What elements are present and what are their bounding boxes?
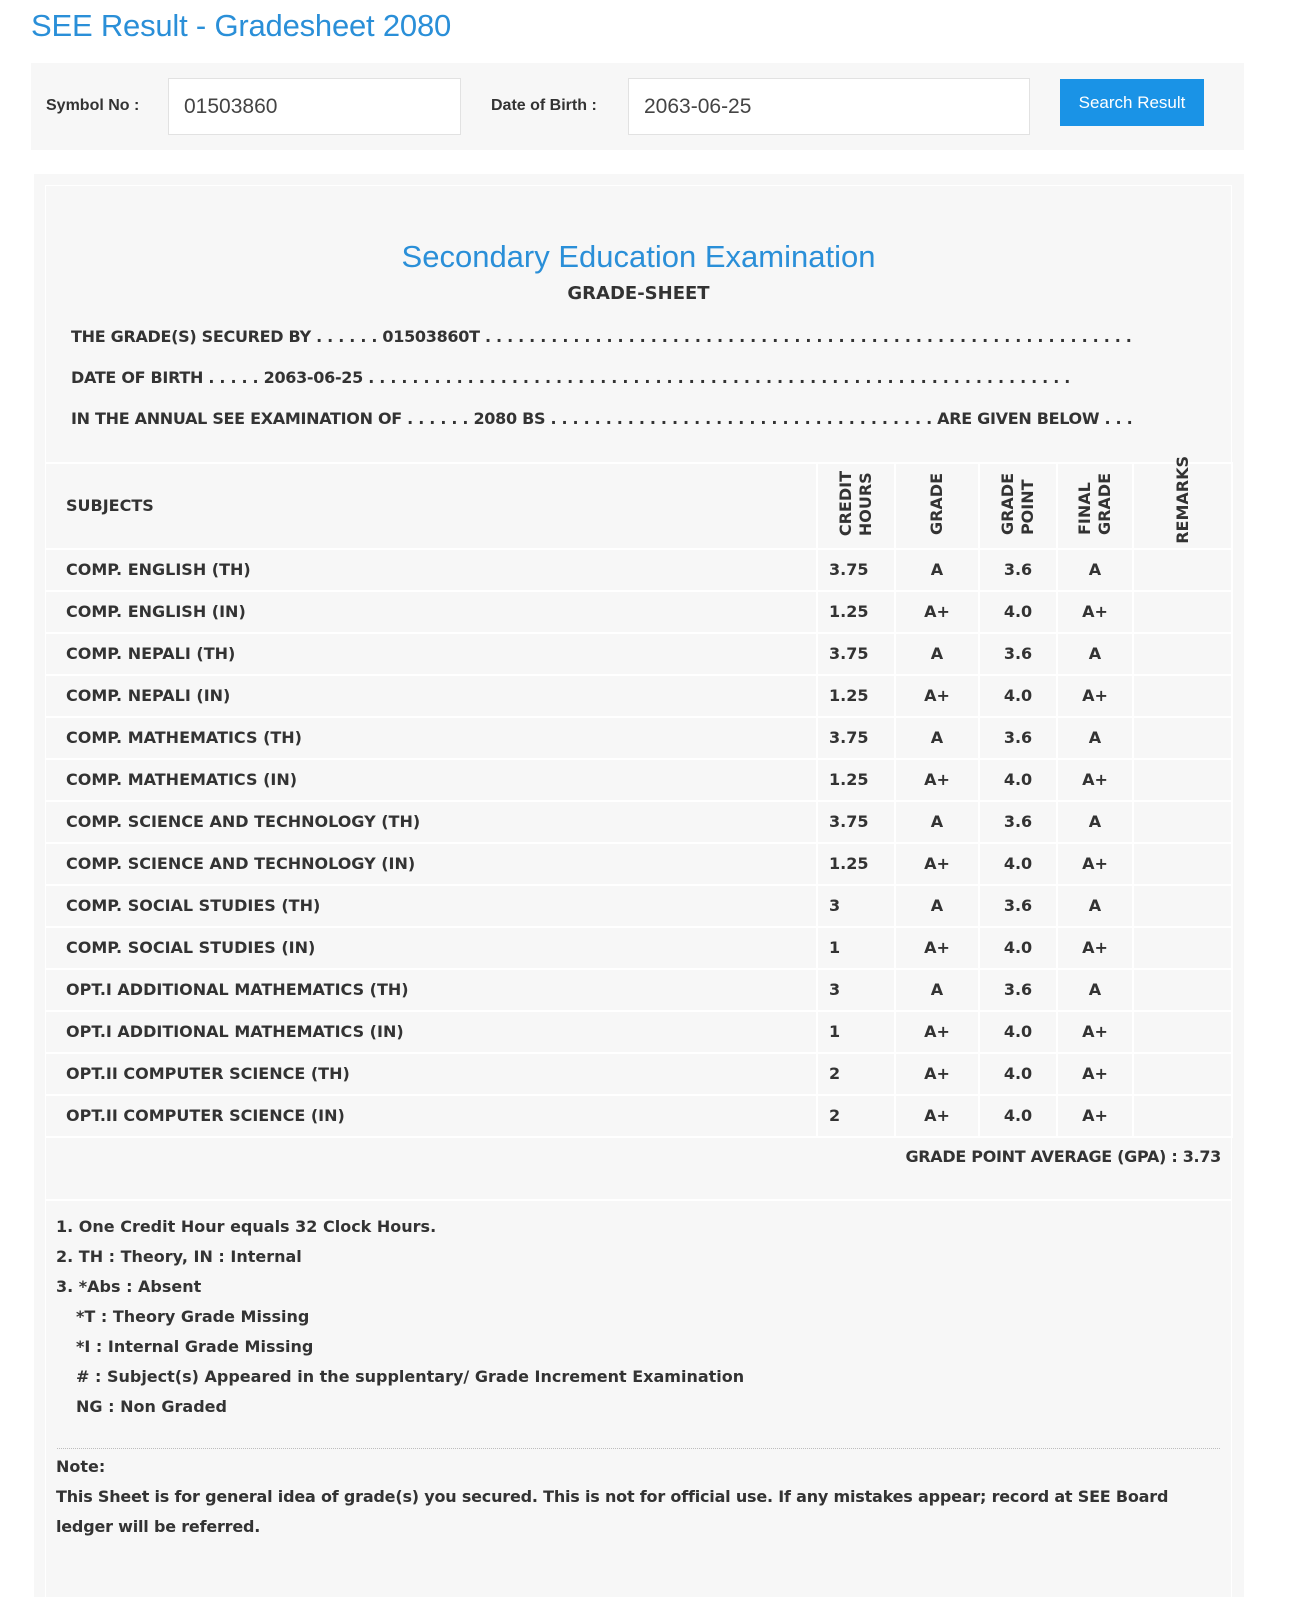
table-row [46,801,1232,843]
final-grade-cell: A+ [1057,1053,1133,1095]
subject-cell: COMP. MATHEMATICS (IN) [46,759,817,801]
remarks-cell [1133,1053,1232,1095]
table-header-row [46,463,1232,549]
grade-point-cell: 3.6 [979,717,1057,759]
remarks-cell [1133,969,1232,1011]
subject-cell: COMP. SCIENCE AND TECHNOLOGY (IN) [46,843,817,885]
credit-hours-cell: 2 [817,1095,895,1137]
remarks-cell [1133,759,1232,801]
grade-cell: A+ [895,1011,979,1053]
grade-point-cell: 4.0 [979,759,1057,801]
table-row [46,927,1232,969]
grade-cell: A+ [895,591,979,633]
grade-point-cell: 3.6 [979,969,1057,1011]
subject-cell: COMP. SCIENCE AND TECHNOLOGY (TH) [46,801,817,843]
gradesheet-body [45,185,1232,1605]
credit-hours-cell: 3 [817,969,895,1011]
grade-cell: A+ [895,1053,979,1095]
remarks-cell [1133,885,1232,927]
credit-hours-cell: 3.75 [817,801,895,843]
table-row [46,591,1232,633]
remarks-cell [1133,843,1232,885]
exam-year-line: IN THE ANNUAL SEE EXAMINATION OF . . . . . . 2080 BS . . . . . . . . . . . . . . . . . . . . . . . . . . . . . . . . . . . ARE GIVEN BELOW . . . [71,409,1133,428]
remarks-cell [1133,1095,1232,1137]
subject-cell: COMP. ENGLISH (TH) [46,549,817,591]
credit-hours-cell: 1 [817,927,895,969]
grade-cell: A+ [895,1095,979,1137]
symbol-no-input[interactable] [168,78,461,135]
subject-cell: COMP. NEPALI (IN) [46,675,817,717]
credit-hours-cell: 3 [817,885,895,927]
divider [46,1199,1231,1201]
legend-item: *T : Theory Grade Missing [76,1307,310,1326]
grade-point-cell: 3.6 [979,549,1057,591]
grade-point-cell: 4.0 [979,675,1057,717]
grade-point-cell: 3.6 [979,801,1057,843]
grade-point-cell: 3.6 [979,633,1057,675]
table-row [46,843,1232,885]
note-heading: Note: [56,1457,106,1476]
legend-list [56,1212,744,1422]
subject-cell: COMP. ENGLISH (IN) [46,591,817,633]
subject-cell: OPT.I ADDITIONAL MATHEMATICS (TH) [46,969,817,1011]
final-grade-cell: A+ [1057,675,1133,717]
subject-cell: OPT.II COMPUTER SCIENCE (IN) [46,1095,817,1137]
credit-hours-cell: 1.25 [817,675,895,717]
col-subjects: SUBJECTS [46,463,817,549]
dotted-divider [57,1448,1220,1449]
search-form [31,63,1244,150]
subject-cell: OPT.I ADDITIONAL MATHEMATICS (IN) [46,1011,817,1053]
credit-hours-cell: 3.75 [817,717,895,759]
grade-cell: A+ [895,675,979,717]
grade-point-cell: 4.0 [979,1095,1057,1137]
grade-cell: A [895,885,979,927]
subject-cell: OPT.II COMPUTER SCIENCE (TH) [46,1053,817,1095]
dob-input[interactable] [628,78,1030,135]
final-grade-cell: A [1057,969,1133,1011]
remarks-cell [1133,717,1232,759]
remarks-cell [1133,801,1232,843]
subject-cell: COMP. MATHEMATICS (TH) [46,717,817,759]
final-grade-cell: A [1057,633,1133,675]
note-text: This Sheet is for general idea of grade(s) you secured. This is not for official use. If any mistakes appear; record at SEE Board ledger will be referred. [56,1487,1169,1536]
dob-label: Date of Birth : [491,97,597,114]
table-row [46,633,1232,675]
col-final-grade: FINAL GRADE [1057,463,1133,549]
page-title: SEE Result - Gradesheet 2080 [31,8,452,43]
col-grade-point: GRADE POINT [979,463,1057,549]
legend-item: # : Subject(s) Appeared in the supplentary/ Grade Increment Examination [76,1367,745,1386]
final-grade-cell: A+ [1057,927,1133,969]
legend-item: 1. One Credit Hour equals 32 Clock Hours. [56,1217,437,1236]
remarks-cell [1133,675,1232,717]
table-row [46,1095,1232,1137]
grade-cell: A [895,801,979,843]
grade-cell: A+ [895,759,979,801]
legend-item: 2. TH : Theory, IN : Internal [56,1247,302,1266]
date-of-birth-line: DATE OF BIRTH . . . . . 2063-06-25 . . . . . . . . . . . . . . . . . . . . . . . . . . . . . . . . . . . . . . . . . . . . . . . . . . . . . . . . . . . . . . . . [71,368,1071,387]
grades-table [46,456,1233,1138]
credit-hours-cell: 2 [817,1053,895,1095]
final-grade-cell: A [1057,717,1133,759]
subject-cell: COMP. SOCIAL STUDIES (IN) [46,927,817,969]
final-grade-cell: A+ [1057,1011,1133,1053]
grade-point-cell: 4.0 [979,1053,1057,1095]
table-row [46,1053,1232,1095]
grade-cell: A [895,969,979,1011]
col-grade: GRADE [895,463,979,549]
table-row [46,675,1232,717]
credit-hours-cell: 1.25 [817,759,895,801]
remarks-cell [1133,927,1232,969]
final-grade-cell: A [1057,801,1133,843]
grade-point-cell: 3.6 [979,885,1057,927]
table-row [46,549,1232,591]
subject-cell: COMP. SOCIAL STUDIES (TH) [46,885,817,927]
col-credit-hours: CREDIT HOURS [817,463,895,549]
grade-point-cell: 4.0 [979,843,1057,885]
remarks-cell [1133,1011,1232,1053]
grade-cell: A [895,633,979,675]
legend-item: NG : Non Graded [76,1397,227,1416]
search-result-button[interactable]: Search Result [1060,79,1204,126]
table-row [46,717,1232,759]
subject-cell: COMP. NEPALI (TH) [46,633,817,675]
credit-hours-cell: 3.75 [817,549,895,591]
final-grade-cell: A+ [1057,843,1133,885]
gradesheet-panel [34,174,1244,1597]
gpa-summary: GRADE POINT AVERAGE (GPA) : 3.73 [905,1147,1221,1166]
grade-cell: A+ [895,843,979,885]
credit-hours-cell: 1.25 [817,843,895,885]
final-grade-cell: A [1057,549,1133,591]
remarks-cell [1133,633,1232,675]
grade-cell: A [895,717,979,759]
final-grade-cell: A [1057,885,1133,927]
legend-item: *I : Internal Grade Missing [76,1337,314,1356]
table-row [46,1011,1232,1053]
credit-hours-cell: 1 [817,1011,895,1053]
legend-item: 3. *Abs : Absent [56,1277,202,1296]
table-row [46,969,1232,1011]
symbol-no-label: Symbol No : [46,97,140,114]
exam-title: Secondary Education Examination [401,239,876,274]
remarks-cell [1133,549,1232,591]
table-row [46,759,1232,801]
secured-by-line: THE GRADE(S) SECURED BY . . . . . . 01503860T . . . . . . . . . . . . . . . . . . . . . . . . . . . . . . . . . . . . . . . . . . . . . . . . . . . . . . . . . . . [71,327,1132,346]
col-remarks: REMARKS [1133,463,1232,549]
remarks-cell [1133,591,1232,633]
grade-cell: A [895,549,979,591]
credit-hours-cell: 3.75 [817,633,895,675]
grade-point-cell: 4.0 [979,927,1057,969]
final-grade-cell: A+ [1057,759,1133,801]
grade-point-cell: 4.0 [979,1011,1057,1053]
table-row [46,885,1232,927]
final-grade-cell: A+ [1057,1095,1133,1137]
credit-hours-cell: 1.25 [817,591,895,633]
final-grade-cell: A+ [1057,591,1133,633]
gradesheet-title: GRADE-SHEET [567,283,710,304]
grade-point-cell: 4.0 [979,591,1057,633]
grade-cell: A+ [895,927,979,969]
